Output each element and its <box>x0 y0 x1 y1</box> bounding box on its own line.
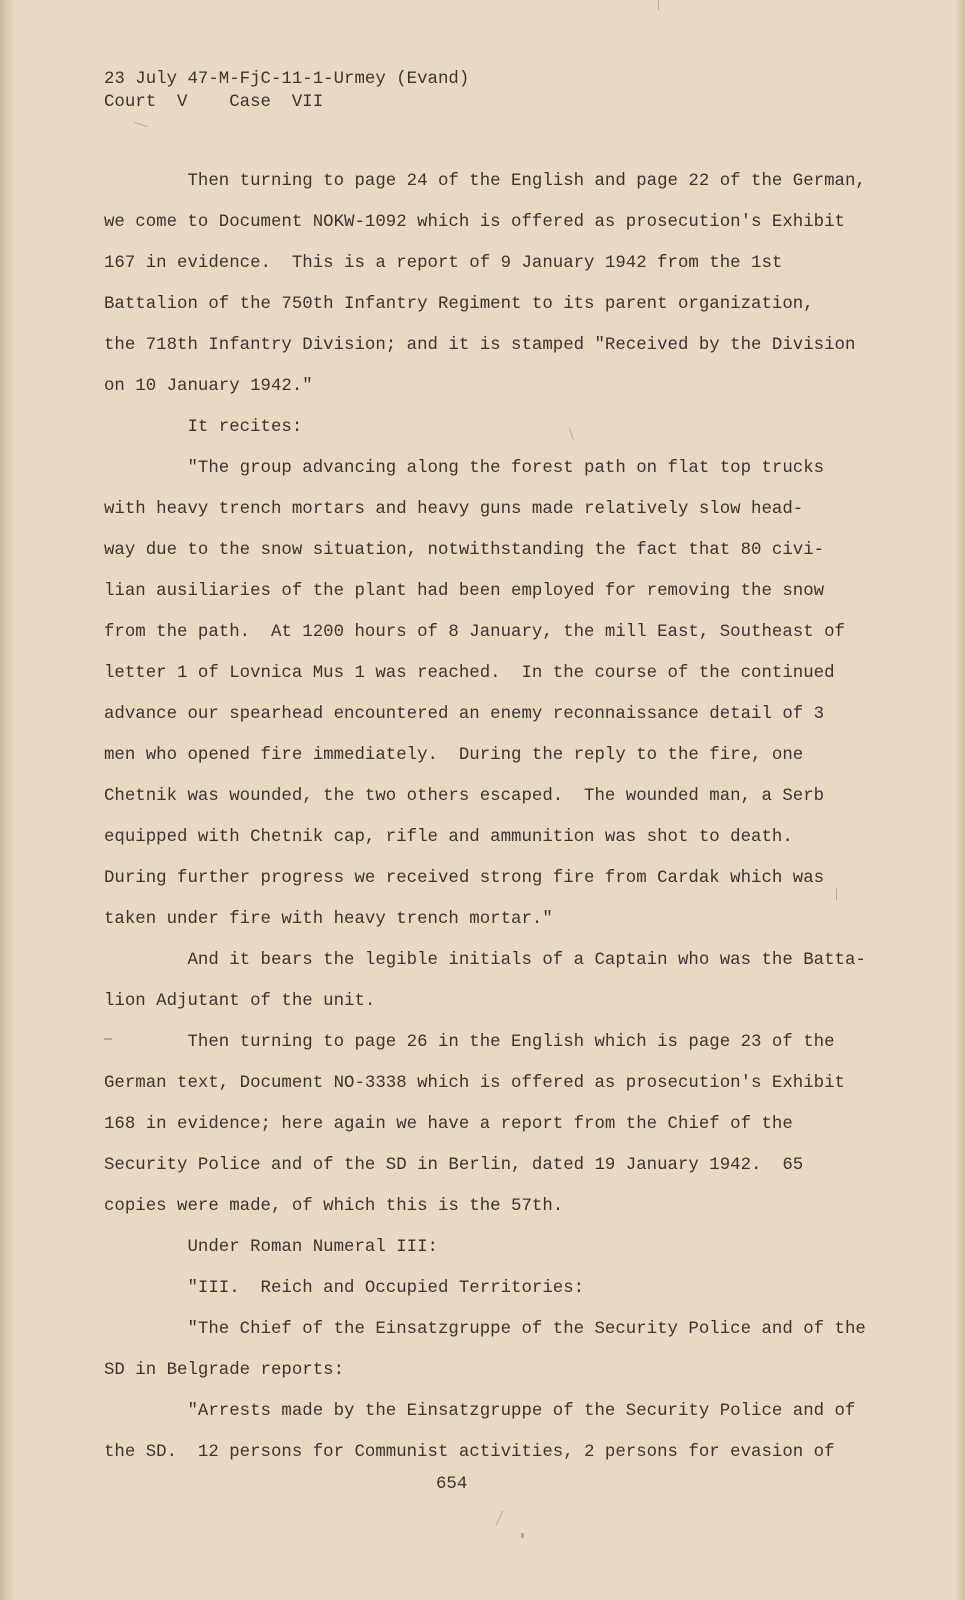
text-line-27: Under Roman Numeral III: <box>104 1238 438 1257</box>
text-line-2: we come to Document NOKW-1092 which is offered as prosecution's Exhibit <box>104 213 845 232</box>
text-line-1: Then turning to page 24 of the English and page 22 of the German, <box>104 172 866 191</box>
paper-mark <box>104 1038 112 1040</box>
text-line-12: from the path. At 1200 hours of 8 January, the mill East, Southeast of <box>104 623 845 642</box>
document-header <box>104 68 469 114</box>
text-line-30: SD in Belgrade reports: <box>104 1361 345 1380</box>
text-line-5: the 718th Infantry Division; and it is stamped "Received by the Division <box>104 336 856 355</box>
text-line-6: on 10 January 1942." <box>104 377 313 396</box>
text-line-10: way due to the snow situation, notwithstanding the fact that 80 civi- <box>104 541 825 560</box>
text-line-24: 168 in evidence; here again we have a report from the Chief of the <box>104 1115 793 1134</box>
text-line-16: Chetnik was wounded, the two others escaped. The wounded man, a Serb <box>104 787 825 806</box>
text-line-32: the SD. 12 persons for Communist activities, 2 persons for evasion of <box>104 1443 835 1462</box>
text-line-31: "Arrests made by the Einsatzgruppe of the Security Police and of <box>104 1402 856 1421</box>
text-line-26: copies were made, of which this is the 57th. <box>104 1197 564 1216</box>
text-line-25: Security Police and of the SD in Berlin, dated 19 January 1942. 65 <box>104 1156 804 1175</box>
paper-mark <box>569 428 574 440</box>
paper-mark <box>521 1533 524 1538</box>
text-line-29: "The Chief of the Einsatzgruppe of the Security Police and of the <box>104 1320 866 1339</box>
text-line-21: lion Adjutant of the unit. <box>104 992 376 1011</box>
page-number: 654 <box>436 1475 468 1494</box>
text-line-8: "The group advancing along the forest path on flat top trucks <box>104 459 825 478</box>
text-line-14: advance our spearhead encountered an enemy reconnaissance detail of 3 <box>104 705 825 724</box>
header-court-case: Court V Case VII <box>104 93 324 112</box>
paper-mark <box>836 888 837 900</box>
text-line-23: German text, Document NO-3338 which is offered as prosecution's Exhibit <box>104 1074 845 1093</box>
text-line-7: It recites: <box>104 418 303 437</box>
text-line-28: "III. Reich and Occupied Territories: <box>104 1279 585 1298</box>
text-line-13: letter 1 of Lovnica Mus 1 was reached. In the course of the continued <box>104 664 835 683</box>
text-line-4: Battalion of the 750th Infantry Regiment to its parent organization, <box>104 295 814 314</box>
text-line-15: men who opened fire immediately. During the reply to the fire, one <box>104 746 804 765</box>
text-line-11: lian ausiliaries of the plant had been employed for removing the snow <box>104 582 825 601</box>
paper-mark <box>496 1511 504 1526</box>
text-line-9: with heavy trench mortars and heavy guns made relatively slow head- <box>104 500 804 519</box>
text-line-22: Then turning to page 26 in the English which is page 23 of the <box>104 1033 835 1052</box>
paper-mark <box>658 0 659 10</box>
text-line-18: During further progress we received strong fire from Cardak which was <box>104 869 825 888</box>
text-line-3: 167 in evidence. This is a report of 9 January 1942 from the 1st <box>104 254 783 273</box>
header-date-code: 23 July 47-M-FjC-11-1-Urmey (Evand) <box>104 70 470 89</box>
text-line-17: equipped with Chetnik cap, rifle and ammunition was shot to death. <box>104 828 793 847</box>
text-line-19: taken under fire with heavy trench mortar." <box>104 910 553 929</box>
text-line-20: And it bears the legible initials of a Captain who was the Batta- <box>104 951 866 970</box>
paper-mark <box>134 122 148 127</box>
